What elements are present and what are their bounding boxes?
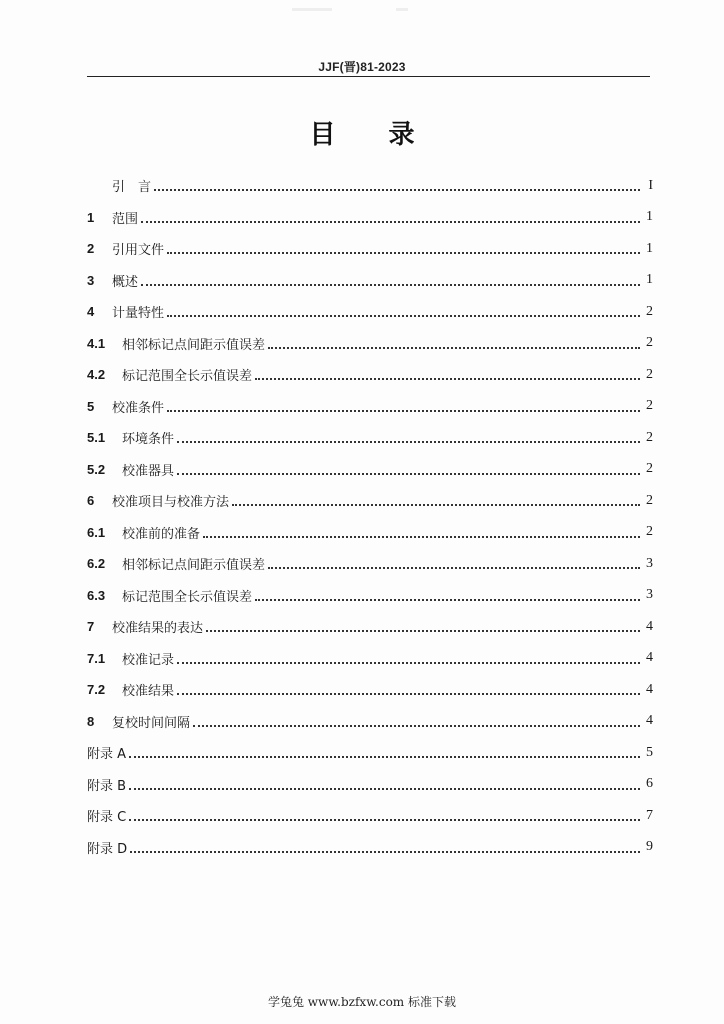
toc-entry-page: 2: [646, 366, 653, 382]
toc-entry-page: 4: [646, 681, 653, 697]
header-divider: [87, 76, 650, 77]
toc-entry[interactable]: [87, 706, 653, 738]
toc-entry-label: 计量特性: [112, 306, 165, 322]
dot-leader: [167, 397, 640, 412]
toc-entry-page: 4: [646, 618, 653, 634]
toc-entry[interactable]: [87, 674, 653, 706]
dot-leader: [206, 617, 640, 632]
dot-leader: [177, 460, 640, 475]
toc-entry[interactable]: [87, 769, 653, 801]
toc-entry-page: 6: [646, 776, 653, 792]
toc-entry-page: 4: [646, 650, 653, 666]
toc-entry-page: 1: [646, 209, 653, 225]
toc-entry[interactable]: [87, 832, 653, 864]
toc-entry-label: 附录 A: [87, 747, 127, 763]
toc-entry-label: 校准结果的表达: [112, 621, 204, 637]
toc-entry-number: 4.2: [87, 367, 106, 383]
dot-leader: [177, 428, 640, 443]
toc-entry-label: 引用文件: [112, 243, 165, 259]
scan-artifact: [292, 8, 332, 11]
dot-leader: [154, 176, 640, 191]
toc-entry-label: 引 言: [112, 180, 152, 196]
toc-entry-number: 8: [87, 713, 95, 729]
toc-entry[interactable]: [87, 485, 653, 517]
toc-entry-label: 标记范围全长示值误差: [122, 369, 253, 385]
toc-entry[interactable]: [87, 265, 653, 297]
scan-artifact: [396, 8, 408, 11]
toc-entry-page: 2: [646, 429, 653, 445]
toc-entry-number: 6.2: [87, 556, 106, 572]
toc-entry-number: 7.1: [87, 650, 106, 666]
toc-entry-label: 校准记录: [122, 652, 175, 668]
footer-watermark: 学兔兔 www.bzfxw.com 标准下载: [267, 995, 457, 1009]
toc-entry-label: 标记范围全长示值误差: [122, 589, 253, 605]
toc-entry[interactable]: [87, 611, 653, 643]
dot-leader: [177, 680, 640, 695]
toc-entry-page: 2: [646, 303, 653, 319]
table-of-contents: [87, 170, 653, 863]
dot-leader: [129, 743, 640, 758]
dot-leader: [203, 523, 640, 538]
toc-entry-page: 2: [646, 492, 653, 508]
toc-entry-label: 校准前的准备: [122, 526, 201, 542]
toc-entry-label: 概述: [112, 274, 139, 290]
toc-entry-page: 7: [646, 807, 653, 823]
toc-entry-label: 校准结果: [122, 684, 175, 700]
dot-leader: [167, 302, 640, 317]
toc-entry-page: 2: [646, 335, 653, 351]
dot-leader: [255, 586, 640, 601]
toc-entry-number: 6.1: [87, 524, 106, 540]
dot-leader: [129, 775, 640, 790]
toc-entry-label: 附录 C: [87, 810, 127, 826]
toc-entry-number: 7.2: [87, 682, 106, 698]
toc-entry-label: 附录 B: [87, 778, 127, 794]
toc-entry[interactable]: [87, 233, 653, 265]
toc-entry-number: 4.1: [87, 335, 106, 351]
toc-entry-number: 6: [87, 493, 95, 509]
dot-leader: [268, 334, 640, 349]
dot-leader: [130, 838, 640, 853]
toc-entry-page: 2: [646, 398, 653, 414]
toc-entry[interactable]: [87, 391, 653, 423]
toc-entry-number: 2: [87, 241, 95, 257]
standard-code: JJF(晋)81-2023: [318, 60, 406, 74]
toc-entry[interactable]: [87, 737, 653, 769]
toc-entry[interactable]: [87, 328, 653, 360]
toc-entry-number: 5.2: [87, 461, 106, 477]
dot-leader: [167, 239, 640, 254]
toc-entry[interactable]: [87, 454, 653, 486]
toc-entry[interactable]: [87, 800, 653, 832]
page-title: 目 录: [309, 120, 437, 150]
toc-entry-number: 7: [87, 619, 95, 635]
dot-leader: [232, 491, 640, 506]
toc-entry-page: 4: [646, 713, 653, 729]
toc-entry-page: 9: [646, 839, 653, 855]
toc-entry[interactable]: [87, 580, 653, 612]
toc-entry-number: 4: [87, 304, 95, 320]
toc-entry-number: 3: [87, 272, 95, 288]
toc-entry-page: I: [648, 177, 653, 193]
dot-leader: [141, 271, 640, 286]
toc-entry-number: 1: [87, 209, 95, 225]
toc-entry-label: 范围: [112, 211, 139, 227]
toc-entry[interactable]: [87, 359, 653, 391]
toc-entry[interactable]: [87, 517, 653, 549]
toc-entry-number: 6.3: [87, 587, 106, 603]
dot-leader: [268, 554, 640, 569]
toc-entry[interactable]: [87, 170, 653, 202]
toc-entry[interactable]: [87, 422, 653, 454]
toc-entry-label: 校准条件: [112, 400, 165, 416]
dot-leader: [255, 365, 640, 380]
toc-entry[interactable]: [87, 643, 653, 675]
toc-entry-label: 环境条件: [122, 432, 175, 448]
toc-entry-page: 2: [646, 461, 653, 477]
toc-entry-label: 校准项目与校准方法: [112, 495, 230, 511]
toc-entry-label: 附录 D: [87, 841, 128, 857]
toc-entry-page: 1: [646, 272, 653, 288]
toc-entry-label: 相邻标记点间距示值误差: [122, 558, 266, 574]
toc-entry[interactable]: [87, 548, 653, 580]
toc-entry-label: 相邻标记点间距示值误差: [122, 337, 266, 353]
toc-entry-page: 3: [646, 587, 653, 603]
toc-entry-page: 3: [646, 555, 653, 571]
toc-entry-page: 5: [646, 744, 653, 760]
toc-entry-label: 复校时间间隔: [112, 715, 191, 731]
dot-leader: [141, 208, 640, 223]
toc-entry-number: 5: [87, 398, 95, 414]
toc-entry-label: 校准器具: [122, 463, 175, 479]
toc-entry[interactable]: [87, 202, 653, 234]
dot-leader: [129, 806, 640, 821]
toc-entry-number: 5.1: [87, 430, 106, 446]
dot-leader: [177, 649, 640, 664]
toc-entry-page: 2: [646, 524, 653, 540]
toc-entry[interactable]: [87, 296, 653, 328]
dot-leader: [193, 712, 640, 727]
toc-entry-page: 1: [646, 240, 653, 256]
